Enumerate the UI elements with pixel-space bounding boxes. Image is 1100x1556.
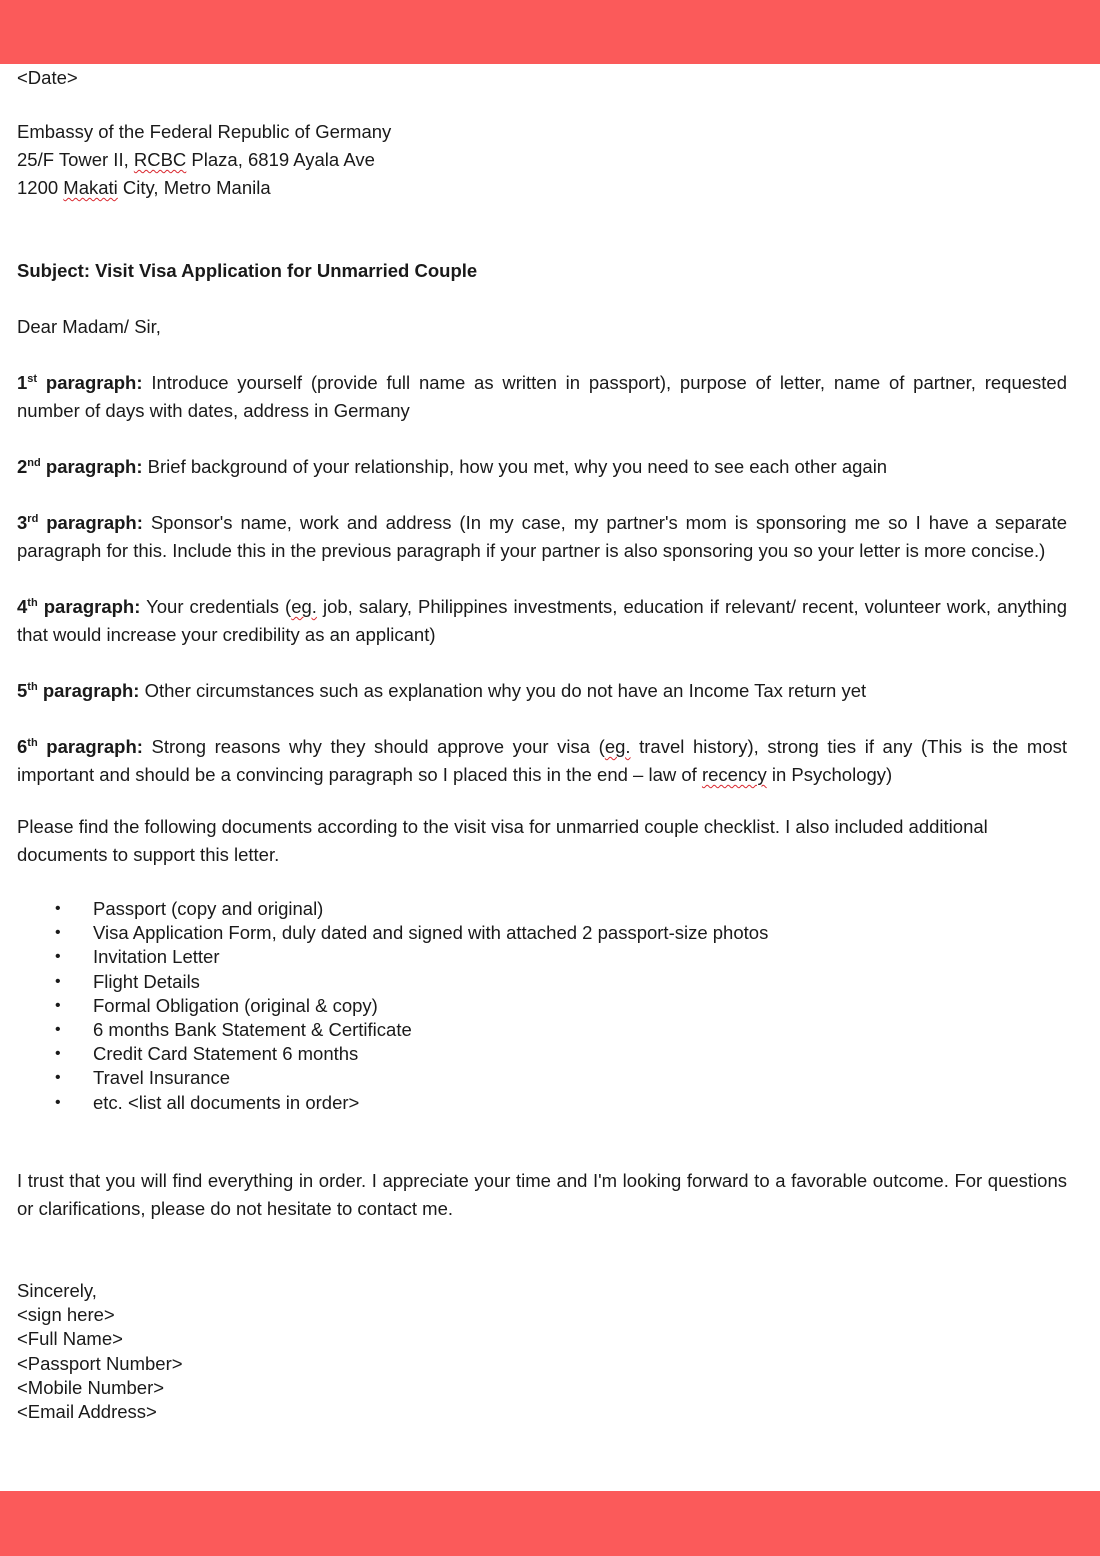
paragraph-6-text-start: Strong reasons why they should approve your visa ( <box>151 736 605 757</box>
documents-list <box>17 897 1067 1115</box>
paragraph-label: paragraph: <box>45 372 143 393</box>
spellcheck-flag: eg. <box>291 596 317 617</box>
signoff: Sincerely, <box>17 1279 97 1301</box>
signature-field: <Mobile Number> <box>17 1377 165 1399</box>
salutation: Dear Madam/ Sir, <box>17 316 161 337</box>
paragraph-6-text-end: in Psychology) <box>766 764 893 785</box>
letter-document <box>17 62 1067 1425</box>
ordinal-suffix: th <box>27 736 38 749</box>
ordinal-number: 2 <box>17 456 28 477</box>
paragraph-2-text: Brief background of your relationship, how you met, why you need to see each other again <box>147 456 888 477</box>
ordinal-number: 5 <box>17 680 28 701</box>
subject-line: Subject: Visit Visa Application for Unmarried Couple <box>17 260 478 281</box>
list-item: • 6 months Bank Statement & Certificate <box>17 1018 1067 1042</box>
ordinal-suffix: nd <box>27 456 41 469</box>
ordinal-suffix: th <box>27 596 38 609</box>
ordinal-number: 3 <box>17 512 28 533</box>
paragraph-3-text: Sponsor's name, work and address (In my case, my partner's mom is sponsoring me so I have a separate paragraph for this. Include this in the previous paragraph if your partner is also sponsoring you so your letter is more concise.) <box>17 512 1067 561</box>
ordinal-number: 1 <box>17 372 28 393</box>
paragraph-label: paragraph: <box>46 736 143 757</box>
list-item: • Travel Insurance <box>17 1066 1067 1090</box>
ordinal-suffix: th <box>27 680 38 693</box>
date-placeholder: <Date> <box>17 67 78 88</box>
paragraph-label: paragraph: <box>43 596 141 617</box>
paragraph-1 <box>17 369 1067 425</box>
paragraph-4-heading <box>17 596 140 617</box>
documents-intro: Please find the following documents according to the visit visa for unmarried couple checklist. I also included additional documents to support this letter. <box>17 816 988 865</box>
closing-paragraph: I trust that you will find everything in order. I appreciate your time and I'm looking forward to a favorable outcome. For questions or clarifications, please do not hesitate to contact me. <box>17 1169 1067 1219</box>
signature-field: <sign here> <box>17 1304 115 1326</box>
paragraph-3 <box>17 509 1067 565</box>
paragraph-1-text: Introduce yourself (provide full name as written in passport), purpose of letter, name of partner, requested number of days with dates, address in Germany <box>17 372 1068 421</box>
spellcheck-flag: eg. <box>604 736 631 757</box>
recipient-line-1: Embassy of the Federal Republic of Germany <box>17 121 392 142</box>
paragraph-5 <box>17 677 1067 705</box>
recipient-line-3-end: City, Metro Manila <box>117 177 271 198</box>
recipient-line-3-start: 1200 <box>17 177 64 198</box>
list-item: • Formal Obligation (original & copy) <box>17 994 1067 1018</box>
signature-field: <Email Address> <box>17 1401 157 1423</box>
paragraph-4-text-end: job, salary, Philippines investments, education if relevant/ recent, volunteer work, anything that would increase your credibility as an applicant) <box>17 596 1067 645</box>
paragraph-5-heading <box>17 680 139 701</box>
paragraph-6-text-middle: travel history), strong ties if any (This is the most important and should be a convincing paragraph so I placed this in the end – law of <box>17 736 1068 785</box>
paragraph-3-heading <box>17 512 143 533</box>
paragraph-5-text: Other circumstances such as explanation why you do not have an Income Tax return yet <box>144 680 867 701</box>
paragraph-6 <box>17 733 1067 789</box>
top-accent-bar <box>0 0 1100 64</box>
paragraph-label: paragraph: <box>46 512 143 533</box>
spellcheck-flag: recency <box>701 764 767 785</box>
recipient-address <box>17 118 1067 202</box>
list-item: • etc. <list all documents in order> <box>17 1091 1067 1115</box>
ordinal-suffix: st <box>27 372 38 385</box>
list-item: • Invitation Letter <box>17 945 1067 969</box>
recipient-line-2 <box>17 146 1067 174</box>
spellcheck-flag: RCBC <box>133 149 187 170</box>
ordinal-number: 6 <box>17 736 28 757</box>
ordinal-number: 4 <box>17 596 28 617</box>
signature-field: <Passport Number> <box>17 1352 183 1374</box>
paragraph-4-text-start: Your credentials ( <box>146 596 292 617</box>
list-item: • Flight Details <box>17 970 1067 994</box>
paragraph-1-heading <box>17 372 143 393</box>
list-item: • Visa Application Form, duly dated and signed with attached 2 passport-size photos <box>17 921 1067 945</box>
recipient-line-2-start: 25/F Tower II, <box>17 149 134 170</box>
paragraph-4 <box>17 593 1067 649</box>
spellcheck-flag: Makati <box>63 177 118 198</box>
paragraph-2 <box>17 453 1067 481</box>
ordinal-suffix: rd <box>27 512 39 525</box>
list-item: • Credit Card Statement 6 months <box>17 1042 1067 1066</box>
paragraph-label: paragraph: <box>42 680 140 701</box>
recipient-line-2-end: Plaza, 6819 Ayala Ave <box>186 149 375 170</box>
signature-block <box>17 1279 1067 1425</box>
recipient-line-3 <box>17 174 1067 202</box>
paragraph-2-heading <box>17 456 143 477</box>
paragraph-label: paragraph: <box>45 456 143 477</box>
paragraph-6-heading <box>17 736 143 757</box>
signature-field: <Full Name> <box>17 1328 123 1350</box>
bottom-accent-bar <box>0 1491 1100 1556</box>
list-item: • Passport (copy and original) <box>17 897 1067 921</box>
